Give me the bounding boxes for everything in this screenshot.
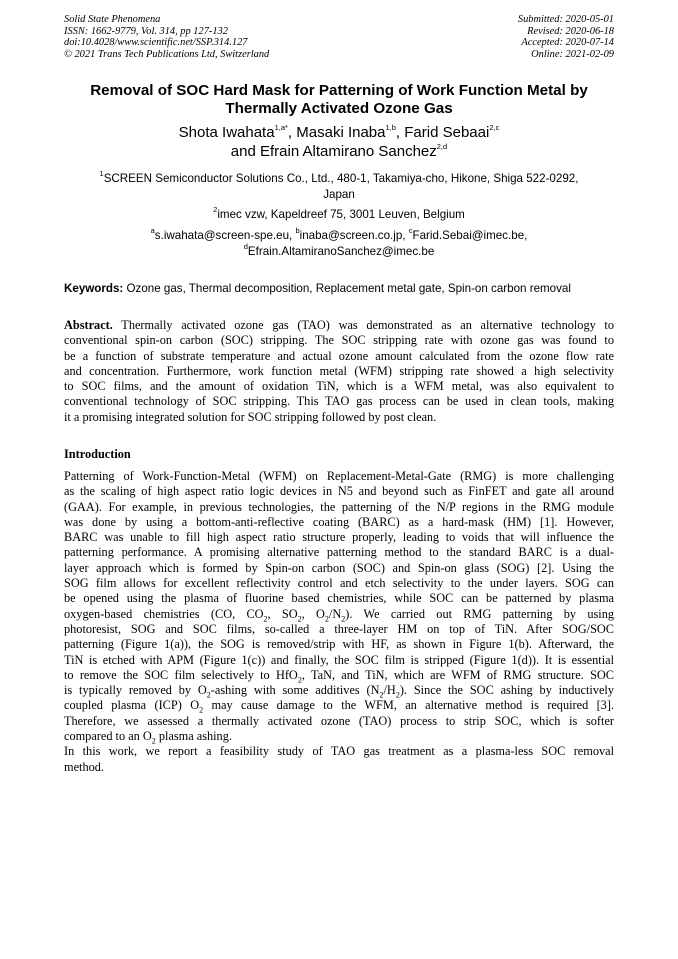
introduction-body: [64, 469, 614, 775]
title-line-2: Thermally Activated Ozone Gas: [225, 100, 453, 118]
email-line-1: [64, 228, 614, 244]
title-line-1: Removal of SOC Hard Mask for Patterning of Work Function Metal by: [90, 82, 588, 99]
intro-line: as the scaling of high aspect ratio logic devices in N5 and beyond such as FinFET and gate all around: [64, 484, 614, 499]
online-date: Online: 2021-02-09: [531, 48, 614, 60]
author-name: Shota Iwahata: [178, 124, 275, 141]
author-affiliation-mark: 2,c: [489, 123, 500, 132]
journal-header-left: [64, 14, 269, 60]
intro-line: be opened using the plasma of fluorine based chemistries, while SOC can be patterned by plasma: [64, 591, 614, 606]
journal-name: Solid State Phenomena: [64, 14, 161, 25]
keywords-text: Ozone gas, Thermal decomposition, Replacement metal gate, Spin-on carbon removal: [123, 282, 571, 295]
affiliation-1-line-1: $^1$SCREEN Semiconductor Solutions Co., Ltd., 480-1, Takamiya-cho, Hikone, Shiga 522-0292,: [99, 169, 579, 185]
abstract-line: conventional spin-on carbon (SOC) stripping. The SOC stripping rate with ozone gas was found to: [64, 333, 614, 348]
email-mark: c: [408, 226, 413, 236]
intro-line: to remove the SOC film selectively to HfO$_2$, TaN, and TiN, which are WFM of RMG structure. SOC: [64, 667, 614, 685]
issn-line: ISSN: 1662-9779, Vol. 314, pp 127-132: [64, 25, 228, 37]
accepted-date: Accepted: 2020-07-14: [521, 37, 614, 49]
keywords: [64, 281, 616, 296]
affiliation-mark: 2: [213, 205, 218, 215]
intro-line: BARC was unable to fill high aspect ratio structure properly, leading to voids that will influence the: [64, 530, 614, 545]
abstract-line: and concentration. Furthermore, work function metal (WFM) stripping rate showed a high selectivity: [64, 363, 614, 378]
author-affiliation-mark: 1,a*: [274, 123, 288, 132]
revised-date: Revised: 2020-06-18: [527, 25, 614, 37]
author-emails: [64, 228, 614, 259]
intro-line: layer approach which is formed by Spin-on carbon (SOC) and Spin-on glass (SOG) [2]. Using the: [64, 560, 614, 575]
affiliation-1: [64, 171, 614, 202]
intro-line: photoresist, SOG and SOC films, so-called a three-layer HM on top of TiN. After SOG/SOC: [64, 621, 614, 636]
affiliation-1-line-2: Japan: [323, 187, 355, 201]
author-separator: ,: [287, 124, 297, 141]
intro-line: patterning (Figure 1(a)), the SOG is removed/strip with HF, as shown in Figure 1(b). Afterward, the: [64, 637, 614, 652]
email-link[interactable]: s.iwahata@screen-spe.eu,: [154, 229, 296, 242]
affiliation-2: $^2$imec vzw, Kapeldreef 75, 3001 Leuven, Belgium: [213, 205, 465, 221]
intro-line: (GAA). For example, in previous technologies, the patterning of the N/P regions in the RMG module: [64, 499, 614, 514]
intro-line: patterning performance. A promising alternative patterning method to the standard BARC is a dual-: [64, 545, 614, 560]
author-name: Efrain Altamirano Sanchez: [260, 142, 437, 160]
intro-line: Patterning of Work-Function-Metal (WFM) on Replacement-Metal-Gate (RMG) is more challenging: [64, 469, 614, 483]
abstract-line: be a function of substrate temperature and actual ozone amount calculated from the ozone flow rate: [64, 348, 614, 363]
affiliation-mark: 1: [99, 169, 104, 179]
paper-title: [64, 82, 614, 119]
intro-line: Therefore, we assessed a thermally activated ozone (TAO) process to strip SOC, which is softer: [64, 713, 614, 728]
email-link[interactable]: Efrain.AltamiranoSanchez@imec.be: [247, 244, 435, 258]
intro-line: oxygen-based chemistries (CO, $CO_2$, $SO_2$, $O_2/N_2$). We carried out RMG patterning by using: [64, 606, 615, 624]
section-heading-introduction: Introduction: [64, 447, 131, 461]
email-link[interactable]: Farid.Sebai@imec.be,: [412, 229, 528, 242]
email-line-2: [64, 241, 614, 260]
intro-line: was done by using a bottom-anti-reflective coating (BARC) as a hard-mask (HM) [1]. However,: [64, 514, 614, 529]
keywords-label: Keywords:: [64, 282, 124, 295]
author-name: Farid Sebaai: [404, 124, 490, 141]
email-mark: d: [243, 241, 248, 251]
intro-line: SOG film allows for excellent reflectivity control and etch selectivity to the under layers. SOG can: [64, 576, 614, 591]
author-line-1: [64, 124, 614, 143]
abstract-label: Abstract.: [64, 318, 113, 332]
author-name: Masaki Inaba: [296, 124, 386, 141]
intro-line: In this work, we report a feasibility study of TAO gas treatment as a plasma-less SOC removal: [64, 744, 614, 759]
abstract-line: to SOC films, and the amount of oxidation TiN, which is a WFM metal, was also equivalent to: [64, 379, 614, 394]
author-conjunction: and: [230, 142, 260, 160]
copyright-line: © 2021 Trans Tech Publications Ltd, Switzerland: [64, 48, 270, 60]
abstract-line: Abstract. Thermally activated ozone gas (TAO) was demonstrated as an alternative technology to: [64, 318, 614, 332]
email-mark: a: [150, 226, 155, 236]
author-line-2: [64, 143, 614, 162]
doi-link[interactable]: doi:10.4028/www.scientific.net/SSP.314.127: [64, 37, 248, 49]
author-affiliation-mark: 1,b: [385, 123, 396, 132]
intro-line: coupled plasma (ICP) $O_2$ may cause damage to the WFM, an alternative method is required [3].: [64, 698, 615, 715]
abstract-line: conventional technology of SOC stripping. This TAO gas process can be used in clean tools, making: [64, 394, 614, 409]
journal-header-right: [518, 14, 614, 60]
author-separator: ,: [395, 124, 405, 141]
author-affiliation-mark: 2,d: [436, 141, 448, 151]
submitted-date: Submitted: 2020-05-01: [517, 14, 614, 25]
intro-line: is typically removed by $O_2$-ashing with some additives $(N_2/H_2)$. Since the SOC ashing by inductively: [64, 683, 614, 700]
abstract-line: it a promising integrated solution for SOC stripping followed by post clean.: [64, 409, 437, 424]
email-mark: b: [295, 226, 300, 236]
email-link[interactable]: inaba@screen.co.jp,: [299, 229, 409, 242]
abstract: [64, 318, 614, 425]
author-list: [64, 124, 614, 161]
intro-line: method.: [64, 759, 104, 774]
intro-line: TiN is etched with APM (Figure 1(c)) and finally, the SOC film is stripped (Figure 1(d)). It is essential: [64, 652, 614, 667]
intro-line: compared to an $O_2$ plasma ashing.: [64, 729, 232, 746]
